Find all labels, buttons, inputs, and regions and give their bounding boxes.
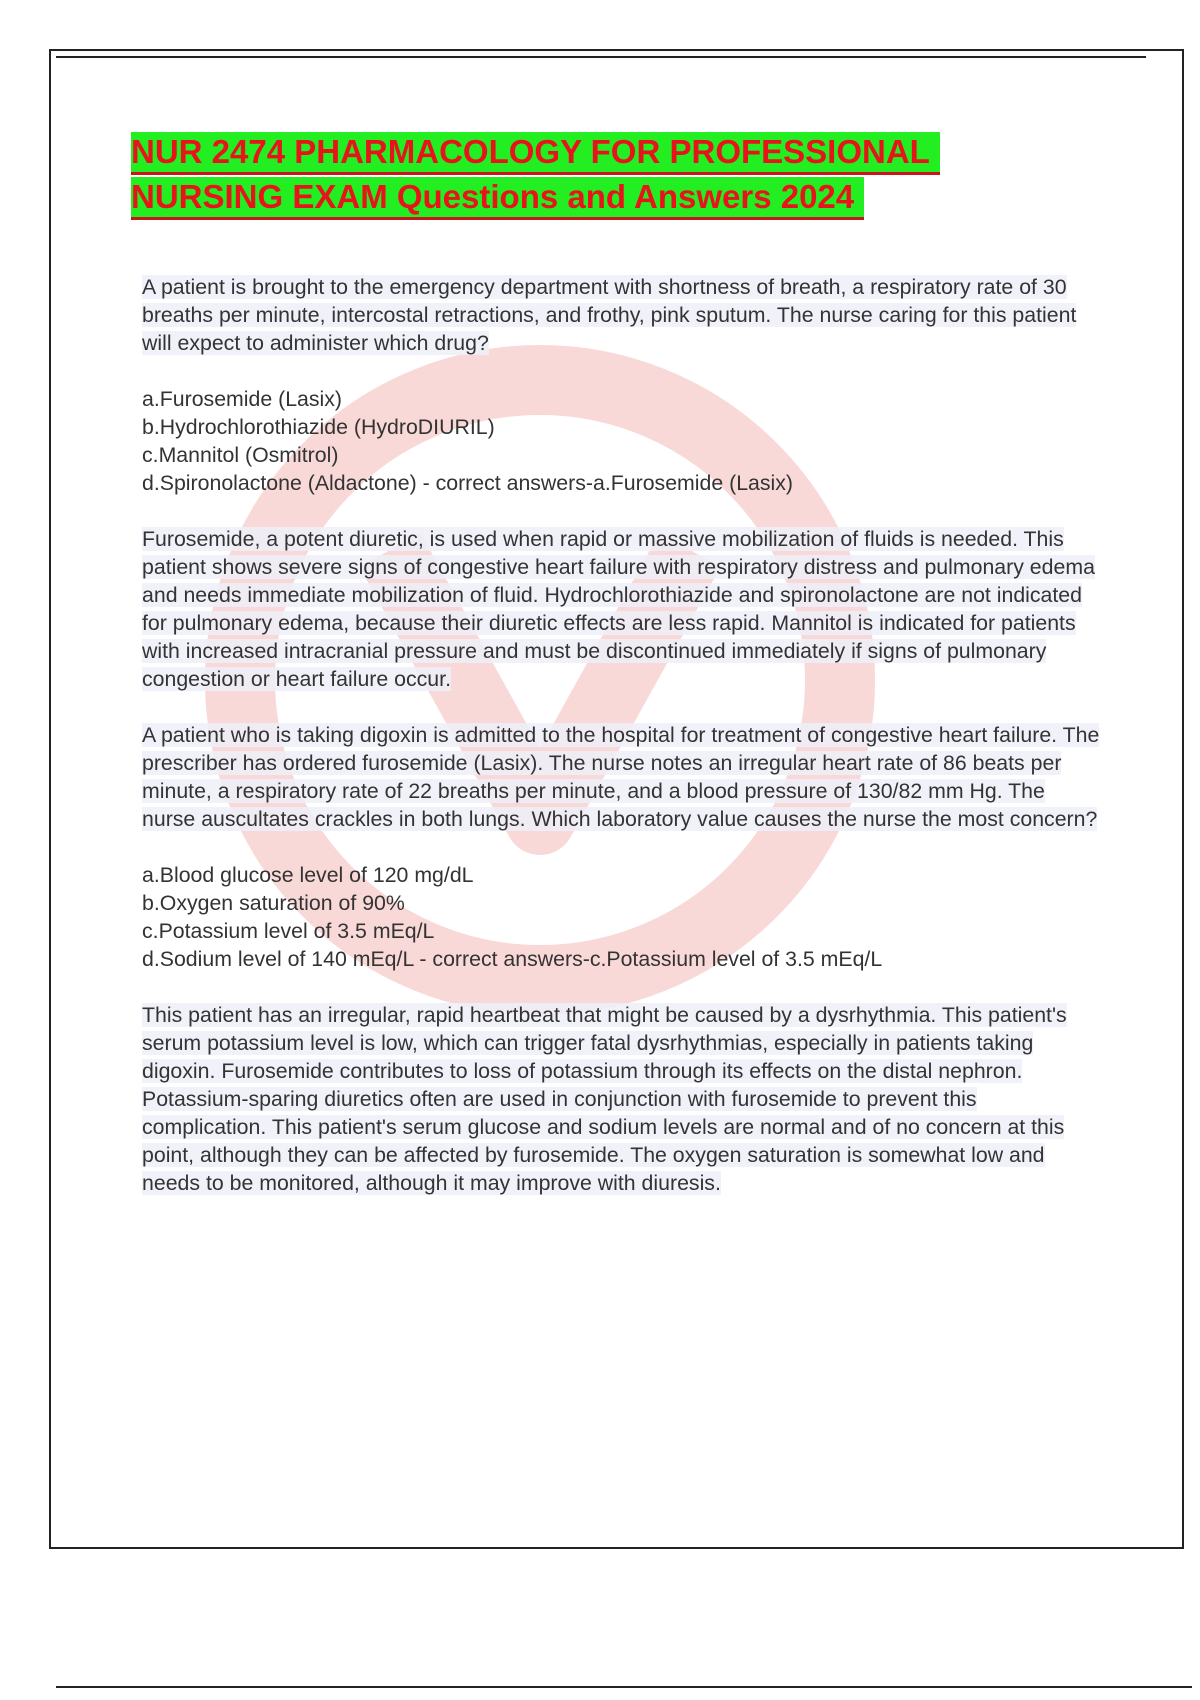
- answer-option: a.Blood glucose level of 120 mg/dL: [142, 863, 474, 887]
- title-line-1: NUR 2474 PHARMACOLOGY FOR PROFESSIONAL: [131, 132, 940, 175]
- answer-option: a.Furosemide (Lasix): [142, 387, 343, 411]
- question-1: [142, 273, 1102, 357]
- question-2: [142, 721, 1102, 833]
- answer-option: c.Potassium level of 3.5 mEq/L: [142, 919, 435, 943]
- question-1-options: [142, 385, 1102, 497]
- answer-option: b.Oxygen saturation of 90%: [142, 891, 405, 915]
- answer-option: b.Hydrochlorothiazide (HydroDIURIL): [142, 415, 495, 439]
- answer-option: d.Spironolactone (Aldactone) - correct answers-a.Furosemide (Lasix): [142, 471, 794, 495]
- top-rule: [56, 56, 1146, 58]
- bottom-rule: [56, 1686, 1192, 1688]
- rationale-2: [142, 1001, 1102, 1197]
- rationale-1-text: Furosemide, a potent diuretic, is used when rapid or massive mobilization of fluids is needed. This patient shows severe signs of congestive heart failure with respiratory distress and pulmonary edema and needs immediate mobilization of fluid. Hydrochlorothiazide and spironolactone are not indicated for pulmonary edema, because their diuretic effects are less rapid. Mannitol is indicated for patients with increased intracranial pressure and must be discontinued immediately if signs of pulmonary congestion or heart failure occur.: [142, 527, 1095, 691]
- rationale-2-text: This patient has an irregular, rapid heartbeat that might be caused by a dysrhythmia. This patient's serum potassium level is low, which can trigger fatal dysrhythmias, especially in patients taking digoxin. Furosemide contributes to loss of potassium through its effects on the distal nephron. Potassium-sparing diuretics often are used in conjunction with furosemide to prevent this complication. This patient's serum glucose and sodium levels are normal and of no concern at this point, although they can be affected by furosemide. The oxygen saturation is somewhat low and needs to be monitored, although it may improve with diuresis.: [142, 1003, 1067, 1195]
- question-1-text: A patient is brought to the emergency department with shortness of breath, a respiratory rate of 30 breaths per minute, intercostal retractions, and frothy, pink sputum. The nurse caring for this patient will expect to administer which drug?: [142, 275, 1077, 355]
- answer-option: c.Mannitol (Osmitrol): [142, 443, 339, 467]
- question-2-options: [142, 861, 1102, 973]
- document-body: [142, 273, 1102, 1225]
- answer-option: d.Sodium level of 140 mEq/L - correct answers-c.Potassium level of 3.5 mEq/L: [142, 947, 883, 971]
- document-title: [131, 132, 1031, 222]
- title-line-2: NURSING EXAM Questions and Answers 2024: [131, 177, 864, 220]
- rationale-1: [142, 525, 1102, 693]
- question-2-text: A patient who is taking digoxin is admitted to the hospital for treatment of congestive heart failure. The prescriber has ordered furosemide (Lasix). The nurse notes an irregular heart rate of 86 beats per minute, a respiratory rate of 22 breaths per minute, and a blood pressure of 130/82 mm Hg. The nurse auscultates crackles in both lungs. Which laboratory value causes the nurse the most concern?: [142, 723, 1100, 831]
